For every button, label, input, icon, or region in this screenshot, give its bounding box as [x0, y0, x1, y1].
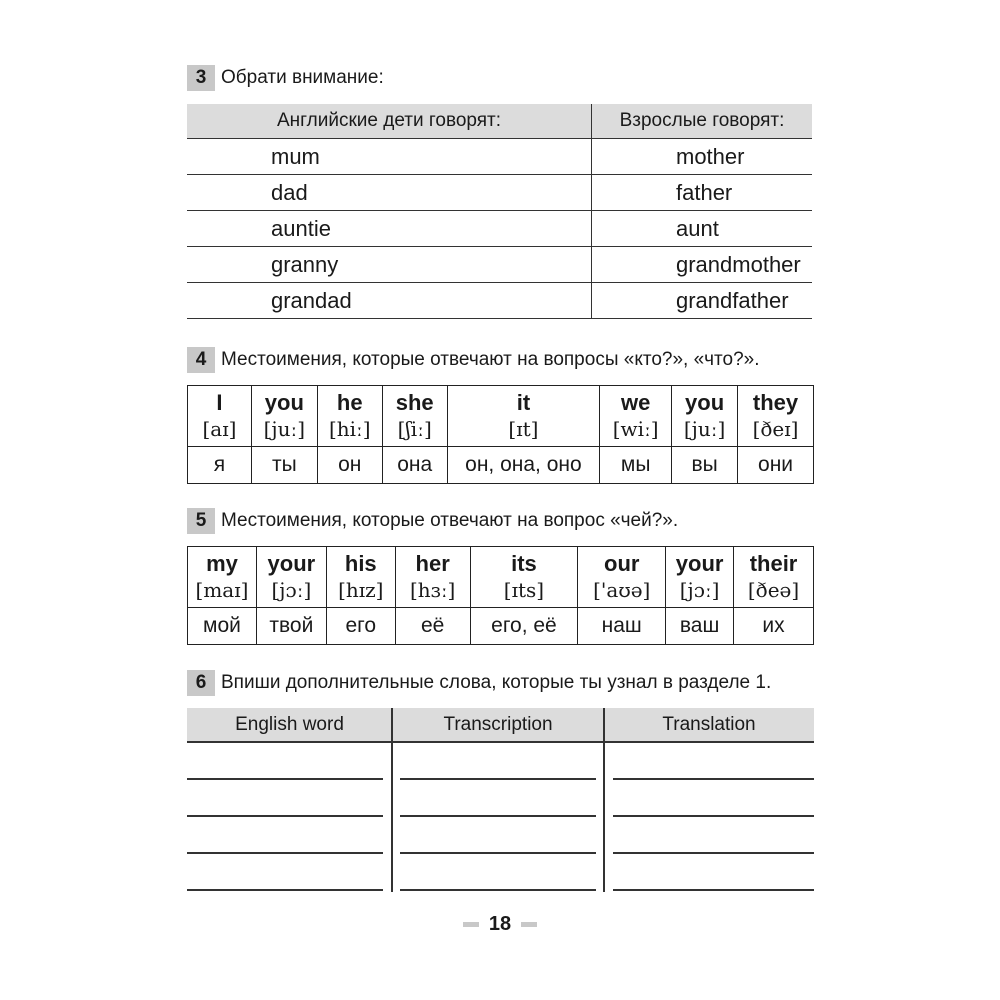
- pronoun-word: you: [685, 390, 725, 415]
- pronoun-transcription: [jɔː]: [679, 578, 720, 602]
- pronoun-word: you: [264, 390, 304, 415]
- page-number-dash-left: [463, 922, 479, 927]
- pronoun-translation: он: [317, 447, 382, 484]
- pronoun-cell: [317, 386, 382, 447]
- pronoun-cell: [251, 386, 317, 447]
- exercise-number: 3: [187, 65, 215, 91]
- pronoun-word: we: [621, 390, 651, 415]
- new-words-table: [187, 708, 814, 892]
- pronoun-transcription: [aɪ]: [202, 417, 237, 441]
- exercise-6-heading: [187, 670, 771, 696]
- table-row: [187, 247, 812, 283]
- translation-write-line[interactable]: [613, 815, 814, 817]
- child-word: granny: [187, 247, 592, 283]
- pronoun-transcription: ['aʊə]: [593, 578, 651, 602]
- column-header: Transcription: [443, 714, 553, 735]
- pronoun-translation: он, она, оно: [447, 447, 600, 484]
- adult-word: mother: [592, 139, 813, 175]
- children-adults-words-table: [187, 104, 812, 319]
- child-word: dad: [187, 175, 592, 211]
- english-word-write-line[interactable]: [187, 778, 383, 780]
- page-number: [460, 909, 540, 939]
- adult-word: aunt: [592, 211, 813, 247]
- pronoun-transcription: [hiː]: [328, 417, 371, 441]
- pronoun-translation: его, её: [470, 608, 578, 645]
- personal-pronouns-table: [187, 385, 814, 484]
- pronoun-cell: [188, 547, 257, 608]
- pronoun-translation: ваш: [666, 608, 734, 645]
- pronoun-word: its: [511, 551, 537, 576]
- pronoun-cell: [447, 386, 600, 447]
- pronoun-cell: [734, 547, 814, 608]
- table-row: [187, 139, 812, 175]
- child-word: grandad: [187, 283, 592, 319]
- transcription-write-line[interactable]: [400, 852, 596, 854]
- pronoun-word: I: [216, 390, 223, 415]
- pronoun-transcription: [ɪt]: [508, 417, 539, 441]
- pronoun-word: his: [344, 551, 377, 576]
- pronoun-transcription: [hɪz]: [338, 578, 384, 602]
- pronoun-row: [188, 386, 814, 447]
- pronoun-translation: ты: [251, 447, 317, 484]
- pronoun-translation: вы: [672, 447, 738, 484]
- pronoun-word: they: [752, 390, 799, 415]
- column-header: Взрослые говорят:: [592, 104, 813, 139]
- pronoun-translation: мой: [188, 608, 257, 645]
- adult-word: grandmother: [592, 247, 813, 283]
- transcription-write-line[interactable]: [400, 778, 596, 780]
- pronoun-word: your: [675, 551, 724, 576]
- pronoun-transcription: [ðeə]: [747, 578, 800, 602]
- english-word-write-line[interactable]: [187, 815, 383, 817]
- exercise-5-heading: [187, 508, 678, 534]
- pronoun-cell: [326, 547, 395, 608]
- transcription-write-line[interactable]: [400, 815, 596, 817]
- pronoun-word: our: [604, 551, 640, 576]
- pronoun-transcription: [ɪts]: [503, 578, 545, 602]
- pronoun-word: she: [395, 390, 434, 415]
- translation-row: [188, 608, 814, 645]
- exercise-title: Впиши дополнительные слова, которые ты узнал в разделе 1.: [221, 672, 772, 693]
- pronoun-word: it: [516, 390, 531, 415]
- pronoun-word: her: [415, 551, 450, 576]
- exercise-title: Местоимения, которые отвечают на вопрос «чей?».: [221, 510, 679, 531]
- exercise-title: Обрати внимание:: [221, 67, 384, 88]
- pronoun-translation: они: [738, 447, 814, 484]
- exercise-3-heading: [187, 65, 384, 91]
- adult-word: father: [592, 175, 813, 211]
- pronoun-cell: [600, 386, 672, 447]
- pronoun-word: their: [749, 551, 798, 576]
- pronoun-cell: [470, 547, 578, 608]
- pronoun-translation: твой: [256, 608, 326, 645]
- pronoun-word: my: [206, 551, 238, 576]
- column-divider: [603, 708, 605, 892]
- pronoun-transcription: [ʃiː]: [397, 417, 432, 441]
- pronoun-row: [188, 547, 814, 608]
- pronoun-translation: их: [734, 608, 814, 645]
- page-number-value: 18: [488, 912, 512, 935]
- pronoun-transcription: [hɜː]: [409, 578, 456, 602]
- pronoun-translation: наш: [578, 608, 666, 645]
- pronoun-cell: [578, 547, 666, 608]
- page-number-dash-right: [521, 922, 537, 927]
- exercise-4-heading: [187, 347, 760, 373]
- english-word-write-line[interactable]: [187, 852, 383, 854]
- exercise-title: Местоимения, которые отвечают на вопросы «кто?», «что?».: [221, 349, 760, 370]
- exercise-number: 4: [187, 347, 215, 373]
- pronoun-cell: [382, 386, 447, 447]
- pronoun-word: he: [336, 390, 363, 415]
- translation-write-line[interactable]: [613, 778, 814, 780]
- pronoun-transcription: [jɔː]: [271, 578, 312, 602]
- table-header-row: [187, 104, 812, 139]
- transcription-write-line[interactable]: [400, 889, 596, 891]
- pronoun-cell: [672, 386, 738, 447]
- translation-write-line[interactable]: [613, 889, 814, 891]
- pronoun-transcription: [ðeɪ]: [752, 417, 799, 441]
- pronoun-translation: его: [326, 608, 395, 645]
- translation-write-line[interactable]: [613, 852, 814, 854]
- pronoun-cell: [666, 547, 734, 608]
- translation-row: [188, 447, 814, 484]
- header-divider: [187, 741, 814, 743]
- adult-word: grandfather: [592, 283, 813, 319]
- pronoun-cell: [738, 386, 814, 447]
- possessive-pronouns-table: [187, 546, 814, 645]
- exercise-number: 6: [187, 670, 215, 696]
- column-header: Translation: [662, 714, 756, 735]
- pronoun-transcription: [juː]: [263, 417, 306, 441]
- english-word-write-line[interactable]: [187, 889, 383, 891]
- table-row: [187, 283, 812, 319]
- table-row: [187, 175, 812, 211]
- child-word: mum: [187, 139, 592, 175]
- pronoun-translation: её: [395, 608, 470, 645]
- pronoun-transcription: [juː]: [683, 417, 726, 441]
- pronoun-transcription: [maɪ]: [195, 578, 249, 602]
- pronoun-cell: [395, 547, 470, 608]
- column-divider: [391, 708, 393, 892]
- pronoun-translation: я: [188, 447, 252, 484]
- child-word: auntie: [187, 211, 592, 247]
- pronoun-cell: [188, 386, 252, 447]
- pronoun-cell: [256, 547, 326, 608]
- column-header: Английские дети говорят:: [187, 104, 592, 139]
- pronoun-transcription: [wiː]: [612, 417, 659, 441]
- table-row: [187, 211, 812, 247]
- column-header: English word: [235, 714, 344, 735]
- pronoun-translation: мы: [600, 447, 672, 484]
- pronoun-word: your: [267, 551, 316, 576]
- pronoun-translation: она: [382, 447, 447, 484]
- exercise-number: 5: [187, 508, 215, 534]
